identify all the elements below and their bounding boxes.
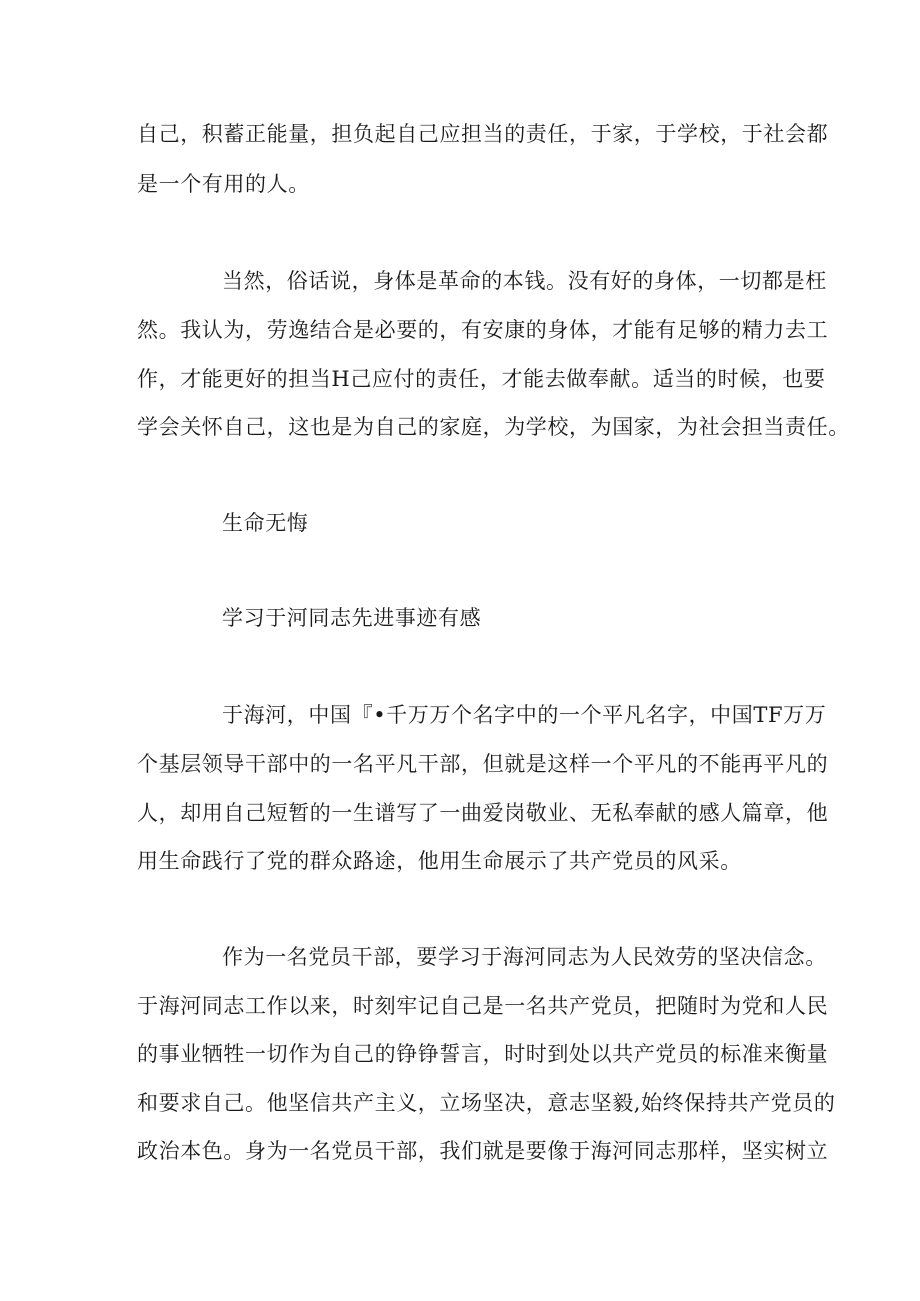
paragraph-line: 的事业牺牲一切作为自己的铮铮誓言，时时到处以共产党员的标准来衡量 xyxy=(137,1042,829,1066)
paragraph-line: 人，却用自己短暂的一生谱写了一曲爱岗敬业、无私奉献的感人篇章，他 xyxy=(137,801,829,825)
paragraph-line: 学会关怀自己，这也是为自己的家庭，为学校，为国家，为社会担当责任。 xyxy=(137,415,850,439)
paragraph-line: 于海河同志工作以来，时刻牢记自己是一名共产党员，把随时为党和人民 xyxy=(137,994,829,1018)
section-subtitle: 学习于河同志先进事迹有感 xyxy=(222,606,482,630)
paragraph-line: 当然，俗话说，身体是革命的本钱。没有好的身体，一切都是枉 xyxy=(222,269,827,293)
paragraph-line: 个基层领导干部中的一名平凡干部，但就是这样一个平凡的不能再平凡的 xyxy=(137,752,829,776)
paragraph-line: 和要求自己。他坚信共产主义，立场坚决，意志坚毅,始终保持共产党员的 xyxy=(137,1091,836,1115)
section-title: 生命无悔 xyxy=(222,511,309,535)
paragraph-line: 于海河，中国『•千万万个名字中的一个平凡名字，中国TF万万 xyxy=(222,703,827,727)
paragraph-line: 作为一名党员干部，要学习于海河同志为人民效劳的坚决信念。 xyxy=(222,945,827,969)
paragraph-line: 作，才能更好的担当H己应付的责任，才能去做奉献。适当的时候，也要 xyxy=(137,367,826,391)
paragraph-line: 自己，积蓄正能量，担负起自己应担当的责任，于家，于学校，于社会都 xyxy=(137,122,829,146)
paragraph-line: 用生命践行了党的群众路途，他用生命展示了共产党员的风采。 xyxy=(137,849,742,873)
paragraph-line: 是一个有用的人。 xyxy=(137,172,310,196)
paragraph-line: 政治本色。身为一名党员干部，我们就是要像于海河同志那样，坚实树立 xyxy=(137,1139,829,1163)
paragraph-line: 然。我认为，劳逸结合是必要的，有安康的身体，才能有足够的精力去工 xyxy=(137,318,829,342)
